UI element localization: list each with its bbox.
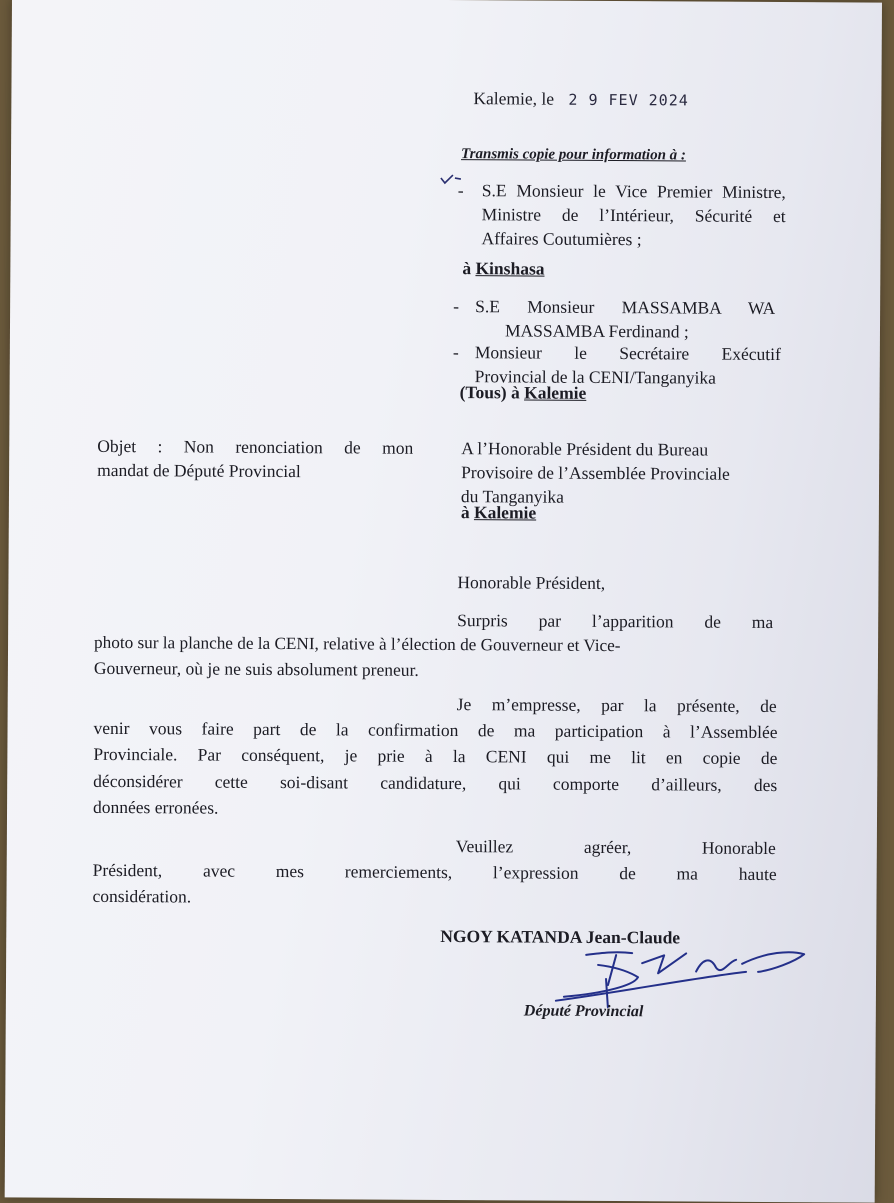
p1-line-3: Gouverneur, où je ne suis absolument preneur. [93,657,419,680]
p3-line-3: considération. [92,885,192,907]
p3-line-2: Président, avec mes remerciements, l’expression de ma haute [92,859,777,885]
recipient-line-1: A l’Honorable Président du Bureau [461,438,709,460]
p2-line-1: Je m’empresse, par la présente, de [456,694,777,717]
copy-bullet-1: - [457,180,464,201]
copy-1-line-1: S.E Monsieur le Vice Premier Ministre, [481,180,786,203]
p2-line-2: venir vous faire part de la confirmation de ma participation à l’Assemblée [93,717,778,743]
date-line [473,86,689,112]
subject-line-1: Objet : Non renonciation de mon [97,435,414,458]
signatory-name: NGOY KATANDA Jean-Claude [440,925,681,948]
copy-3-line-2: Provincial de la CENI/Tanganyika [474,366,717,388]
p3-line-1: Veuillez agréer, Honorable [455,836,776,859]
p1-line-1: Surpris par l’apparition de ma [457,610,774,633]
all-city: Kalemie [524,382,587,403]
salutation: Honorable Président, [457,572,606,593]
recipient-city-line [461,500,536,524]
copy-3-line-1: Monsieur le Secrétaire Exécutif [474,342,781,365]
subject-line-2: mandat de Député Provincial [97,459,301,482]
copies-heading: Transmis copie pour information à : [461,146,686,164]
kinshasa-prefix: à [462,258,472,279]
copy-1-line-2: Ministre de l’Intérieur, Sécurité et [481,204,786,227]
place-date-prefix: Kalemie, le [473,88,555,109]
date-stamp: 2 9 FEV 2024 [568,90,689,110]
recipient-line-2: Provisoire de l’Assemblée Provinciale [461,462,730,484]
copy-2-line-2: MASSAMBA Ferdinand ; [504,320,689,342]
p2-line-5: données erronées. [93,796,219,818]
p2-line-4: déconsidérer cette soi-disant candidature, qui comporte d’ailleurs, des [93,770,778,796]
copy-bullet-3: - [452,342,459,363]
copy-2-line-1: S.E Monsieur MASSAMBA WA [475,296,776,319]
kinshasa-city: Kinshasa [475,258,545,279]
letter-page [5,0,882,1203]
p1-line-2: photo sur la planche de la CENI, relative à l’élection de Gouverneur et Vice- [94,632,621,656]
p2-line-3: Provinciale. Par conséquent, je prie à la CENI qui me lit en copie de [93,743,778,769]
copy-bullet-2: - [453,296,460,317]
copy-1-line-3: Affaires Coutumières ; [481,228,642,250]
signatory-title: Député Provincial [523,1002,644,1021]
recipient-line-3: du Tanganyika [460,486,564,507]
kinshasa-line [462,256,544,281]
all-prefix: (Tous) à [459,382,520,403]
recipient-city: Kalemie [473,502,537,523]
all-kalemie-line [460,380,587,405]
recipient-city-prefix: à [460,502,470,523]
